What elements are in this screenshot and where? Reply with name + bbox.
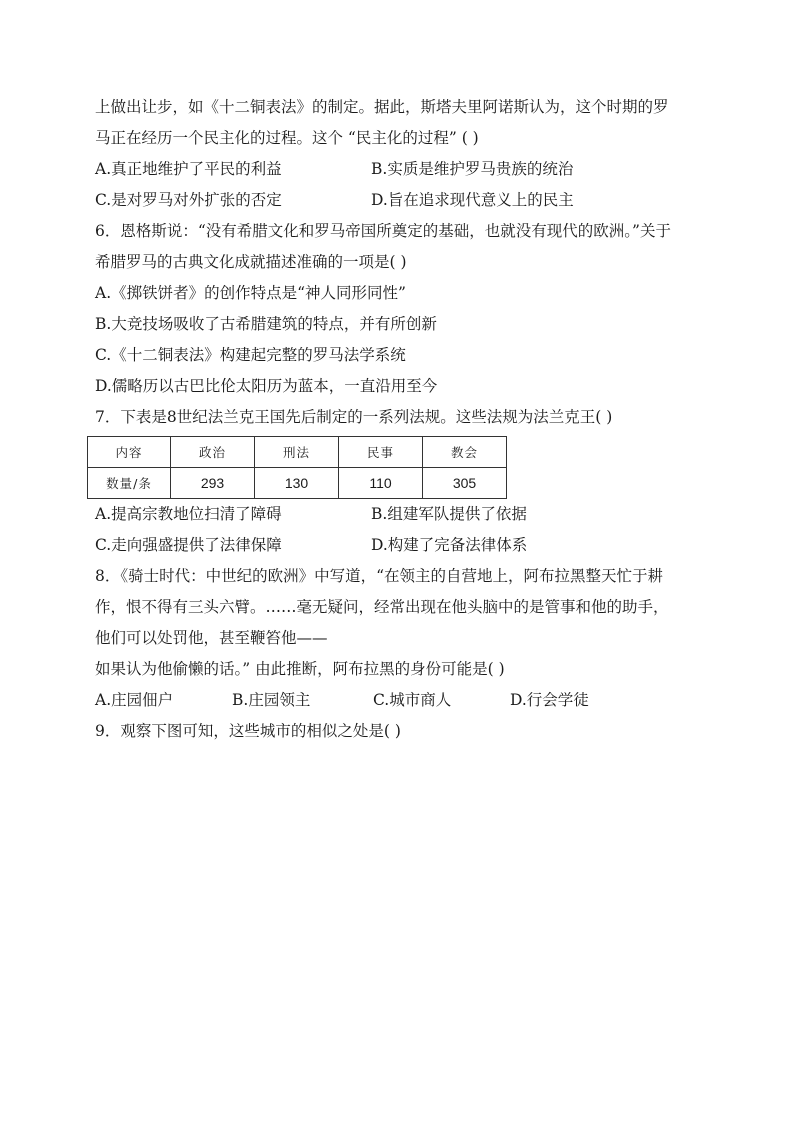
table-cell: 305 (423, 468, 507, 499)
q7-option-a[interactable]: A.提高宗教地位扫清了障碍 (95, 505, 282, 523)
table-header-cell: 民事 (339, 437, 423, 468)
q6-stem-line-2: 希腊罗马的古典文化成就描述准确的一项是( ) (95, 253, 407, 271)
table-header-cell: 内容 (88, 437, 171, 468)
table-header-cell: 教会 (423, 437, 507, 468)
q6-option-c[interactable]: C.《十二铜表法》构建起完整的罗马法学系统 (95, 346, 406, 364)
q8-stem-line-1: 8．《骑士时代：中世纪的欧洲》中写道，“在领主的自营地上，阿布拉黑整天忙于耕 (95, 567, 664, 585)
q7-option-b[interactable]: B.组建军队提供了依据 (371, 505, 527, 523)
q8-stem-line-2: 作，恨不得有三头六臂。……毫无疑问，经常出现在他头脑中的是管事和他的助手， (95, 598, 669, 616)
q5-stem-line-2: 马正在经历一个民主化的过程。这个 “民主化的过程” ( ) (95, 129, 479, 147)
q8-stem-line-3: 他们可以处罚他，甚至鞭笞他—— (95, 629, 328, 647)
q6-option-b[interactable]: B.大竞技场吸收了古希腊建筑的特点，并有所创新 (95, 315, 437, 333)
q8-option-c[interactable]: C.城市商人 (373, 691, 452, 709)
q6-stem-line-1: 6．恩格斯说：“没有希腊文化和罗马帝国所奠定的基础，也就没有现代的欧洲。”关于 (95, 222, 671, 240)
q5-option-c[interactable]: C.是对罗马对外扩张的否定 (95, 191, 282, 209)
q5-option-b[interactable]: B.实质是维护罗马贵族的统治 (371, 160, 574, 178)
q8-option-b[interactable]: B.庄园领主 (232, 691, 311, 709)
table-cell: 130 (255, 468, 339, 499)
table-cell: 293 (171, 468, 255, 499)
q9-stem-line-1: 9．观察下图可知，这些城市的相似之处是( ) (95, 722, 401, 740)
q7-option-d[interactable]: D.构建了完备法律体系 (371, 536, 528, 554)
table-cell: 数量/条 (88, 468, 171, 499)
q8-option-d[interactable]: D.行会学徒 (510, 691, 589, 709)
q7-options-row-1 (95, 504, 715, 524)
q5-options-row-1 (95, 159, 715, 179)
table-row (88, 468, 507, 499)
q7-stem-line-1: 7．下表是8世纪法兰克王国先后制定的一系列法规。这些法规为法兰克王( ) (95, 408, 613, 426)
q7-data-table (87, 436, 507, 499)
q8-stem-line-4: 如果认为他偷懒的话。” 由此推断，阿布拉黑的身份可能是( ) (95, 660, 505, 678)
q7-option-c[interactable]: C.走向强盛提供了法律保障 (95, 536, 282, 554)
q8-options-row (95, 690, 715, 710)
q5-options-row-2 (95, 190, 715, 210)
table-header-cell: 政治 (171, 437, 255, 468)
q6-option-d[interactable]: D.儒略历以古巴比伦太阳历为蓝本，一直沿用至今 (95, 377, 438, 395)
q5-stem-line-1: 上做出让步，如《十二铜表法》的制定。据此，斯塔夫里阿诺斯认为，这个时期的罗 (95, 98, 669, 116)
q5-option-d[interactable]: D.旨在追求现代意义上的民主 (371, 191, 574, 209)
q8-option-a[interactable]: A.庄园佃户 (95, 691, 174, 709)
table-header-cell: 刑法 (255, 437, 339, 468)
table-header-row (88, 437, 507, 468)
q6-option-a[interactable]: A.《掷铁饼者》的创作特点是“神人同形同性” (95, 284, 406, 302)
q7-options-row-2 (95, 535, 715, 555)
table-cell: 110 (339, 468, 423, 499)
q5-option-a[interactable]: A.真正地维护了平民的利益 (95, 160, 282, 178)
